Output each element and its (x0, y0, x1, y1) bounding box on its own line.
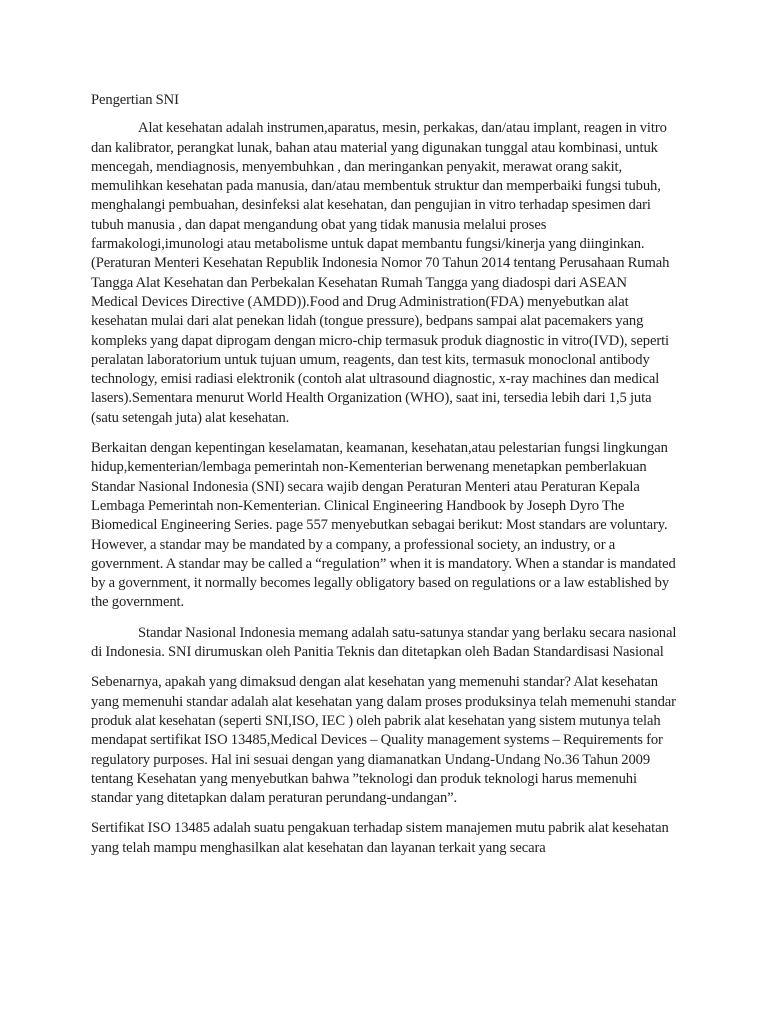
page-title: Pengertian SNI (91, 92, 179, 108)
paragraph-standard-compliance: Sebenarnya, apakah yang dimaksud dengan alat kesehatan yang memenuhi standar? Alat kesehatan yang memenuhi standar adalah alat kesehatan yang dalam proses produksinya telah memenuhi standar produk alat kesehatan (seperti SNI,ISO, IEC ) oleh pabrik alat kesehatan yang sistem mutunya telah mendapat sertifikat ISO 13485,Medical Devices – Quality management systems – Requirements for regulatory purposes. Hal ini sesuai dengan yang diamanatkan Undang-Undang No.36 Tahun 2009 tentang Kesehatan yang menyebutkan bahwa ”teknologi dan produk teknologi harus memenuhi standar yang ditetapkan dalam peraturan perundang-undangan”. (91, 674, 676, 807)
paragraph-medical-devices-definition: Alat kesehatan adalah instrumen,aparatus, mesin, perkakas, dan/atau implant, reagen in vitro dan kalibrator, perangkat lunak, bahan atau material yang digunakan tunggal atau kombinasi, untuk mencegah, mendiagnosis, menyembuhkan , dan meringankan penyakit, merawat orang sakit, memulihkan kesehatan pada manusia, dan/atau membentuk struktur dan memperbaiki fungsi tubuh, menghalangi pembuahan, desinfeksi alat kesehatan, dan pengujian in vitro terhadap spesimen dari tubuh manusia , dan dapat mengandung obat yang tidak manusia melalui proses farmakologi,imunologi atau metabolisme untuk dapat membantu fungsi/kinerja yang diinginkan. (Peraturan Menteri Kesehatan Republik Indonesia Nomor 70 Tahun 2014 tentang Perusahaan Rumah Tangga Alat Kesehatan dan Perbekalan Kesehatan Rumah Tangga yang diadospi dari ASEAN Medical Devices Directive (AMDD)).Food and Drug Administration(FDA) menyebutkan alat kesehatan mulai dari alat penekan lidah (tongue pressure), bedpans sampai alat pacemakers yang kompleks yang dapat diprogam dengan micro-chip termasuk produk diagnostic in vitro(IVD), seperti peralatan laboratorium untuk tujuan umum, reagents, dan test kits, termasuk monoclonal antibody technology, emisi radiasi elektronik (contoh alat ultrasound diagnostic, x-ray machines dan medical lasers).Sementara menurut World Health Organization (WHO), saat ini, tersedia lebih dari 1,5 juta (satu setengah juta) alat kesehatan. (91, 120, 670, 426)
paragraph-iso-13485: Sertifikat ISO 13485 adalah suatu pengakuan terhadap sistem manajemen mutu pabrik alat kesehatan yang telah mampu menghasilkan alat kesehatan dan layanan terkait yang secara (91, 820, 669, 856)
paragraph-sni-national-standard: Standar Nasional Indonesia memang adalah satu-satunya standar yang berlaku secara nasional di Indonesia. SNI dirumuskan oleh Panitia Teknis dan ditetapkan oleh Badan Standardisasi Nasional (91, 624, 677, 661)
document-body (91, 91, 677, 869)
paragraph-sni-mandatory: Berkaitan dengan kepentingan keselamatan, keamanan, kesehatan,atau pelestarian fungsi lingkungan hidup,kementerian/lembaga pemerintah non-Kementerian berwenang menetapkan pemberlakuan Standar Nasional Indonesia (SNI) secara wajib dengan Peraturan Menteri atau Peraturan Kepala Lembaga Pemerintah non-Kementerian. Clinical Engineering Handbook by Joseph Dyro The Biomedical Engineering Series. page 557 menyebutkan sebagai berikut: Most standars are voluntary. However, a standar may be mandated by a company, a professional society, an industry, or a government. A standar may be called a “regulation” when it is mandatory. When a standar is mandated by a government, it normally becomes legally obligatory based on regulations or a law established by the government. (91, 440, 676, 611)
